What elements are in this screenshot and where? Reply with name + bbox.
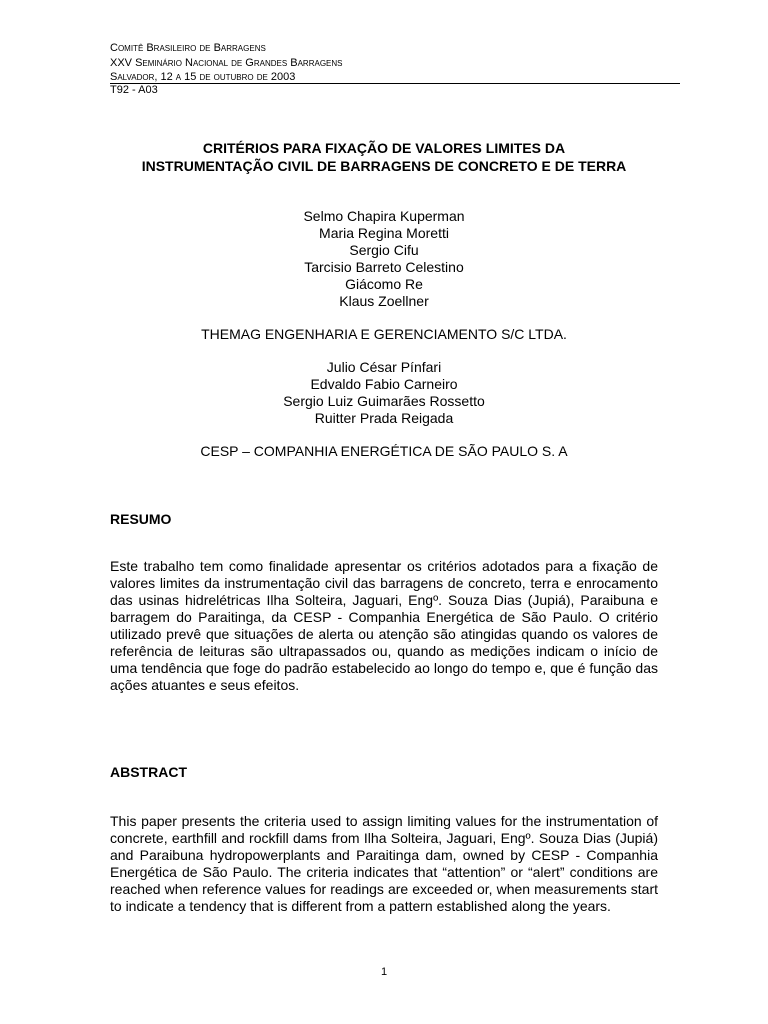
- resumo-paragraph: Este trabalho tem como finalidade apresentar os critérios adotados para a fixação de valores limites da instrumentação civil das barragens de concreto, terra e enrocamento das usinas hidrelétricas Ilha Solteira, Jaguari, Engº. Souza Dias (Jupiá), Paraibuna e barragem do Paraitinga, da CESP - Companhia Energética de São Paulo. O critério utilizado prevê que situações de alerta ou atenção são atingidas quando os valores de referência de leituras são ultrapassados ou, quando as medições indicam o início de uma tendência que foge do padrão estabelecido ao longo do tempo e, que é função das ações atuantes e seus efeitos.: [110, 558, 658, 693]
- title-line-2: INSTRUMENTAÇÃO CIVIL DE BARRAGENS DE CONCRETO E DE TERRA: [141, 158, 627, 174]
- author-name: Sergio Cifu: [349, 242, 419, 258]
- header-paper-code: T92 - A03: [110, 84, 158, 96]
- page-number: 1: [380, 966, 388, 978]
- header-location-date: Salvador, 12 a 15 de outubro de 2003: [110, 71, 296, 83]
- author-name: Sergio Luiz Guimarães Rossetto: [283, 393, 485, 409]
- organization-2: CESP – COMPANHIA ENERGÉTICA DE SÃO PAULO S. A: [200, 443, 568, 459]
- resumo-heading: RESUMO: [110, 511, 172, 527]
- author-name: Selmo Chapira Kuperman: [303, 208, 465, 224]
- header-seminar: XXV Seminário Nacional de Grandes Barragens: [110, 57, 343, 69]
- header-rule: [110, 83, 680, 84]
- author-name: Giácomo Re: [345, 276, 423, 292]
- author-list-2: [110, 359, 658, 427]
- abstract-heading: ABSTRACT: [110, 764, 187, 780]
- author-name: Tarcisio Barreto Celestino: [304, 259, 464, 275]
- author-name: Julio César Pínfari: [326, 359, 442, 375]
- paper-title: [110, 139, 658, 175]
- title-line-1: CRITÉRIOS PARA FIXAÇÃO DE VALORES LIMITES DA: [202, 140, 566, 156]
- abstract-paragraph: This paper presents the criteria used to assign limiting values for the instrumentation of concrete, earthfill and rockfill dams from Ilha Solteira, Jaguari, Engº. Souza Dias (Jupiá) and Paraibuna hydropowerplants and Paraitinga dam, owned by CESP - Companhia Energética de São Paulo. The criteria indicates that “attention” or “alert” conditions are reached when reference values for readings are exceeded or, when measurements start to indicate a tendency that is different from a pattern established along the years.: [110, 813, 658, 914]
- header-committee: Comitê Brasileiro de Barragens: [110, 42, 266, 54]
- author-name: Maria Regina Moretti: [319, 225, 449, 241]
- organization-1: THEMAG ENGENHARIA E GERENCIAMENTO S/C LTDA.: [201, 326, 567, 342]
- author-name: Klaus Zoellner: [339, 293, 429, 309]
- author-name: Ruitter Prada Reigada: [314, 410, 454, 426]
- author-list-1: [110, 208, 658, 310]
- author-name: Edvaldo Fabio Carneiro: [310, 376, 458, 392]
